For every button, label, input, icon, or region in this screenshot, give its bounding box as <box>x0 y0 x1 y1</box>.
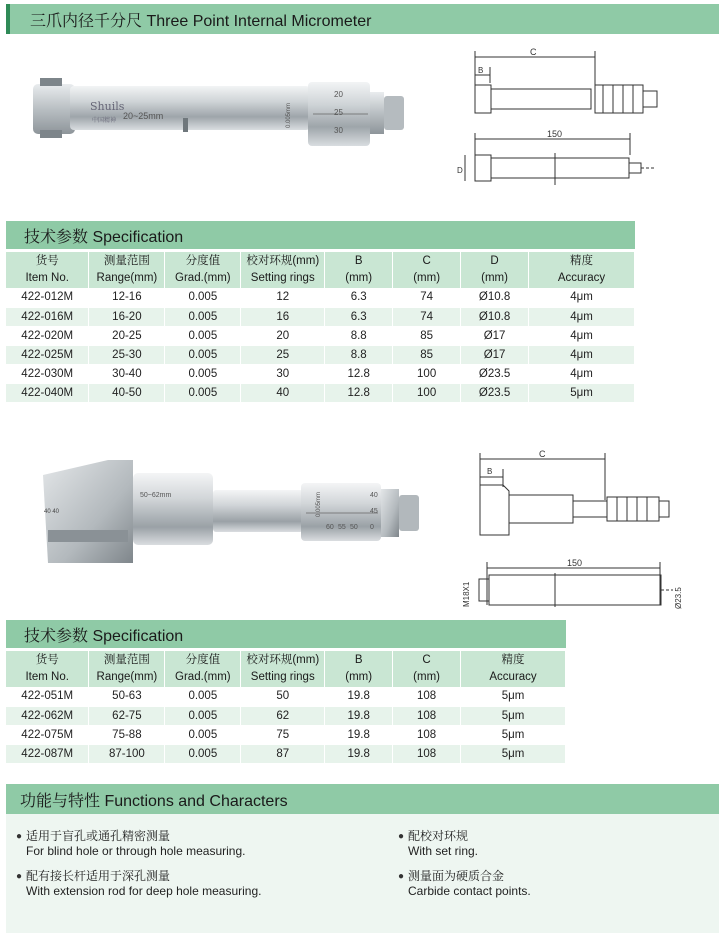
dim-thread: M18X1 <box>462 581 471 607</box>
column-header <box>461 252 529 288</box>
head-label: 40 40 <box>44 509 60 515</box>
table-cell: 85 <box>393 326 461 345</box>
table-cell: 0.005 <box>165 288 241 307</box>
table-row <box>6 364 635 383</box>
anvil-top <box>40 78 62 86</box>
dim-c-large: C <box>539 449 546 459</box>
table-cell: 422-040M <box>6 383 89 402</box>
dim-c: C <box>530 47 537 57</box>
table-row <box>6 687 566 706</box>
table-cell: 0.005 <box>165 383 241 402</box>
table-cell: 25-30 <box>89 345 165 364</box>
column-header <box>165 252 241 288</box>
table-cell: 4μm <box>529 364 635 383</box>
column-header <box>325 252 393 288</box>
table-cell: 108 <box>393 744 461 763</box>
table-cell: 422-030M <box>6 364 89 383</box>
table-cell: 5μm <box>529 383 635 402</box>
table-cell: 422-051M <box>6 687 89 706</box>
table-cell: 422-012M <box>6 288 89 307</box>
table-cell: 422-075M <box>6 725 89 744</box>
column-header <box>241 651 325 687</box>
dim-d: D <box>457 166 463 175</box>
table-cell: Ø10.8 <box>461 288 529 307</box>
technical-drawing-large <box>455 445 685 615</box>
table-cell: 108 <box>393 687 461 706</box>
column-header <box>461 651 566 687</box>
column-header-en: (mm) <box>345 272 373 284</box>
column-header <box>89 252 165 288</box>
column-header-en: Setting rings <box>250 272 315 284</box>
table-cell: 74 <box>393 307 461 326</box>
large-sleeve <box>213 490 303 532</box>
table-cell: 422-087M <box>6 744 89 763</box>
spec-heading-1 <box>6 221 635 249</box>
column-header-cn: 分度值 <box>185 255 221 267</box>
feature-item-1: ● 适用于盲孔或通孔精密测量 For blind hole or through hole measuring. <box>16 829 246 858</box>
table-cell: 422-062M <box>6 706 89 725</box>
column-header-cn: 货号 <box>35 255 59 267</box>
column-header <box>6 651 89 687</box>
column-header-en: (mm) <box>345 671 373 683</box>
range-label-large: 50~62mm <box>140 492 172 499</box>
table-cell: 75-88 <box>89 725 165 744</box>
table-cell: Ø10.8 <box>461 307 529 326</box>
table-cell: 74 <box>393 288 461 307</box>
thimble-number-2: 25 <box>334 108 343 117</box>
dim-b-large: B <box>487 467 493 476</box>
feature-en: For blind hole or through hole measuring. <box>26 844 246 858</box>
table-cell: 12.8 <box>325 383 393 402</box>
column-header-cn: 测量范围 <box>103 654 150 666</box>
column-header-cn: 测量范围 <box>103 255 150 267</box>
table-cell: 0.005 <box>165 744 241 763</box>
table-cell: 422-016M <box>6 307 89 326</box>
measuring-head <box>33 84 75 134</box>
table-cell: 5μm <box>461 744 566 763</box>
column-header-en: Grad.(mm) <box>175 671 231 683</box>
spec-heading-2-text: 技术参数 Specification <box>24 627 184 645</box>
table-row <box>6 326 635 345</box>
column-header <box>89 651 165 687</box>
table-cell: 0.005 <box>165 364 241 383</box>
column-header-en: Item No. <box>25 272 69 284</box>
table-cell: 16 <box>241 307 325 326</box>
table-cell: 0.005 <box>165 345 241 364</box>
column-header-en: Range(mm) <box>96 671 158 683</box>
column-header-en: (mm) <box>481 272 508 284</box>
anvil-bottom <box>40 130 62 138</box>
column-header <box>393 651 461 687</box>
table-cell: 0.005 <box>165 725 241 744</box>
dim-b: B <box>478 66 484 75</box>
page-title-bar <box>6 4 719 34</box>
table-cell: 4μm <box>529 307 635 326</box>
table-cell: 16-20 <box>89 307 165 326</box>
table-row <box>6 345 635 364</box>
grad-label: 0.005mm <box>286 102 292 128</box>
spec-heading-2 <box>6 620 566 648</box>
feature-en: Carbide contact points. <box>408 884 531 898</box>
table-cell: 4μm <box>529 345 635 364</box>
feature-item-2: ● 配校对环规 With set ring. <box>398 829 479 858</box>
table-cell: Ø17 <box>461 326 529 345</box>
technical-drawing-small <box>455 45 665 190</box>
table-cell: 12 <box>241 288 325 307</box>
feature-item-3: ● 配有接长杆适用于深孔测量 With extension rod for deep hole measuring. <box>16 869 262 898</box>
table-cell: 19.8 <box>325 725 393 744</box>
thimble-number-large-2: 45 <box>370 508 378 515</box>
table-cell: 62 <box>241 706 325 725</box>
column-header <box>165 651 241 687</box>
table-cell: 19.8 <box>325 706 393 725</box>
table-cell: 8.8 <box>325 345 393 364</box>
column-header-cn: 精度 <box>501 654 525 666</box>
table-row <box>6 307 635 326</box>
table-row <box>6 725 566 744</box>
table-row <box>6 744 566 763</box>
column-header-cn: B <box>354 654 363 666</box>
table-cell: 4μm <box>529 288 635 307</box>
table-cell: 100 <box>393 364 461 383</box>
table-cell: Ø23.5 <box>461 383 529 402</box>
dim-150-large: 150 <box>567 558 583 568</box>
column-header <box>241 252 325 288</box>
column-header-cn: 校对环规(mm) <box>246 654 320 666</box>
product-photo-large-micrometer <box>38 455 438 570</box>
ratchet-knob <box>384 96 404 130</box>
column-header-cn: D <box>490 255 499 267</box>
column-header-en: Setting rings <box>250 671 315 683</box>
sleeve-number-2: 55 <box>338 524 346 531</box>
column-header-en: Accuracy <box>557 272 606 284</box>
grad-label-large: 0.005mm <box>316 491 322 517</box>
column-header-cn: 精度 <box>570 255 594 267</box>
table-cell: 0.005 <box>165 706 241 725</box>
table-cell: 40-50 <box>89 383 165 402</box>
product-photo-small-micrometer <box>28 70 413 160</box>
table-cell: Ø23.5 <box>461 364 529 383</box>
feature-en: With set ring. <box>408 844 479 858</box>
table-row <box>6 706 566 725</box>
table-cell: 19.8 <box>325 687 393 706</box>
feature-cn: 测量面为硬质合金 <box>408 869 505 883</box>
table-cell: 25 <box>241 345 325 364</box>
column-header-cn: C <box>422 654 431 666</box>
table-cell: 85 <box>393 345 461 364</box>
large-thimble <box>301 483 381 541</box>
table-cell: 30 <box>241 364 325 383</box>
table-cell: 62-75 <box>89 706 165 725</box>
table-cell: 0.005 <box>165 687 241 706</box>
column-header-en: (mm) <box>413 671 440 683</box>
table-cell: 30-40 <box>89 364 165 383</box>
table-cell: 100 <box>393 383 461 402</box>
column-header <box>529 252 635 288</box>
page-title: 三爪内径千分尺 Three Point Internal Micrometer <box>30 12 372 30</box>
table-cell: 12.8 <box>325 364 393 383</box>
table-cell: 6.3 <box>325 288 393 307</box>
table-cell: 50-63 <box>89 687 165 706</box>
table-cell: 0.005 <box>165 307 241 326</box>
column-header-en: (mm) <box>413 272 441 284</box>
table-cell: 5μm <box>461 706 566 725</box>
table-cell: 40 <box>241 383 325 402</box>
brand-cn: 中国精神 <box>92 118 117 124</box>
feature-en: With extension rod for deep hole measuring. <box>26 884 262 898</box>
column-header <box>325 651 393 687</box>
table-cell: 422-020M <box>6 326 89 345</box>
table-cell: 108 <box>393 706 461 725</box>
range-label: 20~25mm <box>123 111 164 121</box>
feature-item-4: ● 测量面为硬质合金 Carbide contact points. <box>398 869 531 898</box>
table-cell: 19.8 <box>325 744 393 763</box>
sleeve-number-3: 50 <box>350 524 358 531</box>
feature-cn: 配有接长杆适用于深孔测量 <box>26 869 171 883</box>
dim-diameter: Ø23.5 <box>674 587 683 609</box>
column-header-cn: 货号 <box>35 654 59 666</box>
column-header-en: Item No. <box>25 671 69 683</box>
spec-table-1 <box>6 252 635 403</box>
brand-logo: Shuils <box>90 100 125 113</box>
table-cell: 20 <box>241 326 325 345</box>
dim-150: 150 <box>547 129 563 139</box>
spec-heading-1-text: 技术参数 Specification <box>24 228 184 246</box>
column-header-en: Accuracy <box>489 671 537 683</box>
thimble-number-1: 20 <box>334 90 343 99</box>
table-cell: 4μm <box>529 326 635 345</box>
column-header-cn: C <box>422 255 431 267</box>
feature-cn: 配校对环规 <box>408 829 469 843</box>
table-cell: 5μm <box>461 687 566 706</box>
column-header-en: Range(mm) <box>96 272 158 284</box>
table-cell: 12-16 <box>89 288 165 307</box>
column-header-cn: 分度值 <box>185 654 221 666</box>
table-cell: Ø17 <box>461 345 529 364</box>
table-cell: 75 <box>241 725 325 744</box>
large-body <box>133 473 213 545</box>
table-cell: 20-25 <box>89 326 165 345</box>
table-cell: 50 <box>241 687 325 706</box>
table-cell: 6.3 <box>325 307 393 326</box>
column-header <box>6 252 89 288</box>
table-cell: 108 <box>393 725 461 744</box>
functions-heading-text: 功能与特性 Functions and Characters <box>20 792 288 810</box>
table-row <box>6 288 635 307</box>
table-row <box>6 383 635 402</box>
column-header <box>393 252 461 288</box>
table-cell: 0.005 <box>165 326 241 345</box>
sleeve-number-1: 60 <box>326 524 334 531</box>
feature-cn: 适用于盲孔或通孔精密测量 <box>26 829 171 843</box>
spec-table-2 <box>6 651 566 764</box>
table-cell: 422-025M <box>6 345 89 364</box>
thimble-number-large-1: 40 <box>370 492 378 499</box>
table-cell: 87-100 <box>89 744 165 763</box>
table-cell: 8.8 <box>325 326 393 345</box>
column-header-en: Grad.(mm) <box>175 272 231 284</box>
functions-heading <box>6 784 719 814</box>
lock-pin <box>183 118 188 132</box>
thimble-number-3: 30 <box>334 126 343 135</box>
column-header-cn: B <box>354 255 363 267</box>
thimble-cap <box>370 92 384 134</box>
large-ratchet-knob <box>399 495 419 531</box>
table-cell: 5μm <box>461 725 566 744</box>
thimble-number-large-3: 0 <box>370 524 374 531</box>
table-cell: 87 <box>241 744 325 763</box>
column-header-cn: 校对环规(mm) <box>246 255 320 267</box>
